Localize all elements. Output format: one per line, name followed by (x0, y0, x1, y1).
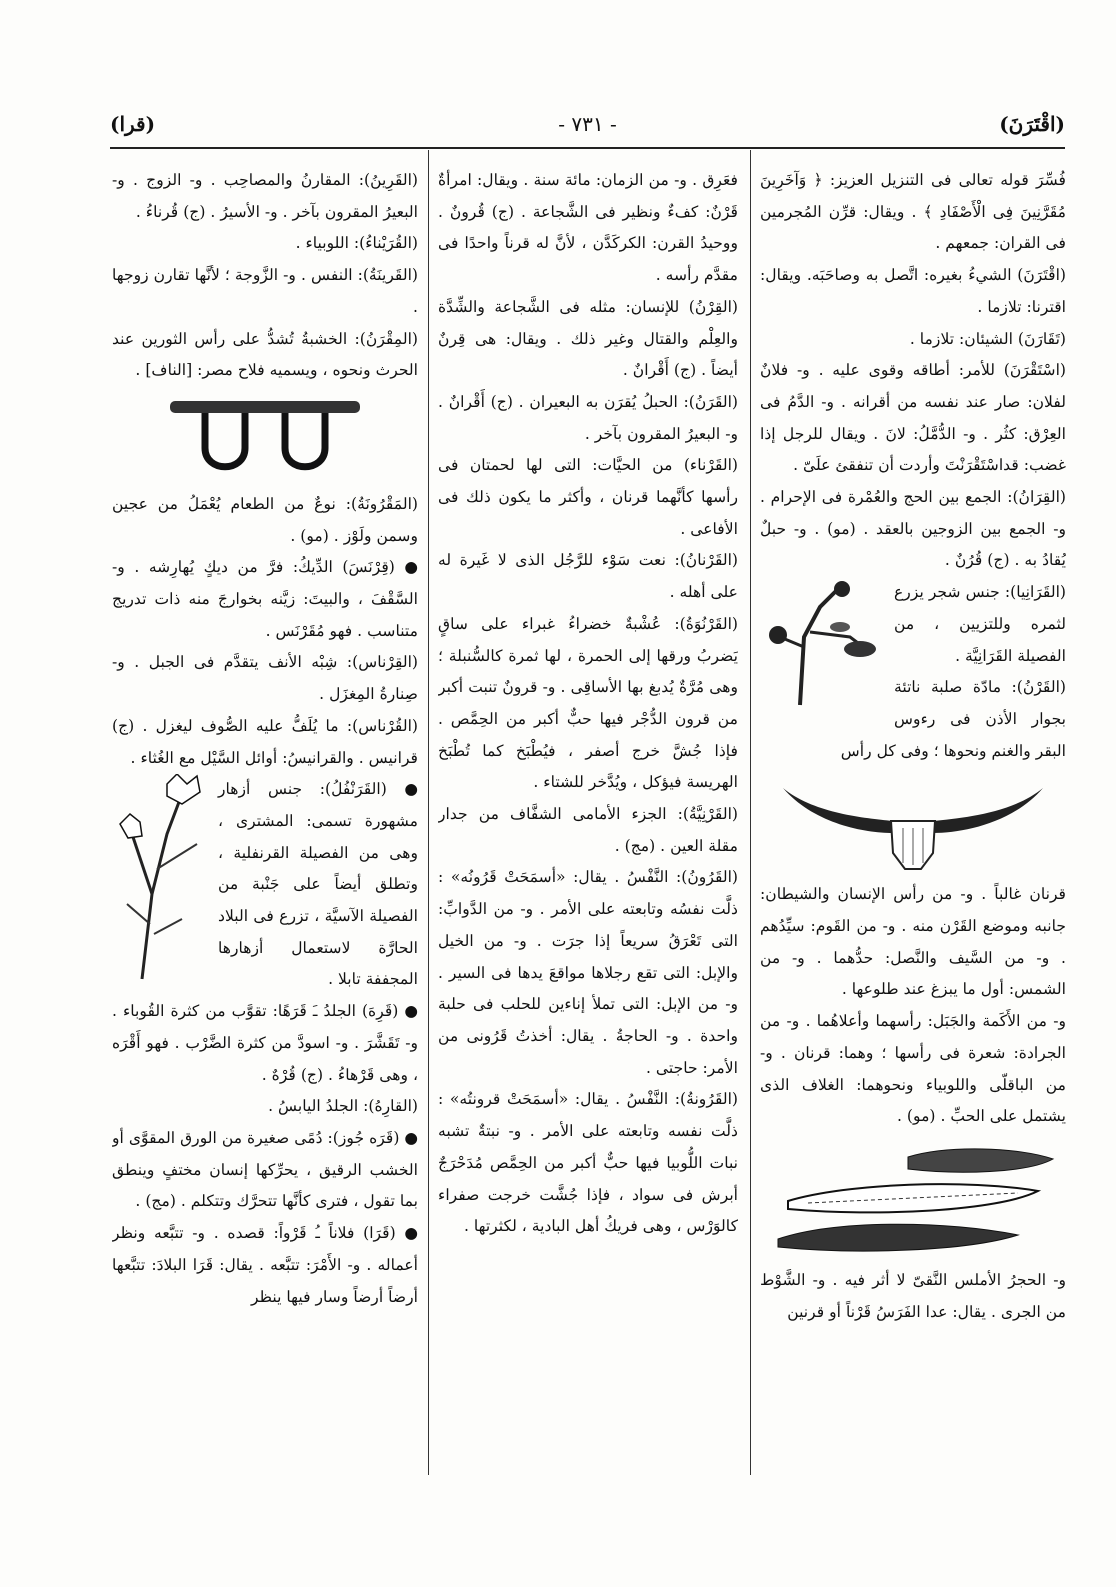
entry: (القِرَانُ): الجمع بين الحج والعُمْرة فى الإحرام . و- الجمع بين الزوجين بالعقد . (مو) . و- حبلٌ يُقادُ به . (ج) قُرُنٌ . (760, 488, 1066, 570)
entry: (القِرْنُ) للإنسان: مثله فى الشَّجاعة والشِّدَّة والعِلْم والقتال وغير ذلك . ويقال: هى قِرنٌ أيضاً . (ج) أَقْرانٌ . (438, 297, 738, 380)
entry: (القَرُونُ): النَّفْسُ . يقال: «أسمَحَتْ قَرُونُه» : ذلَّت نفسُه وتابعته على الأمر . و- من الدَّوابِّ: التى تَعْرَقُ سريعاً إذا جرَت . و- من الخيل والإبل: التى تقع رجلاها مواقعَ يدها فى السير . و- من الإبل: التى تملأ إناءين للحلب فى حلبة واحدة . و- الحاجةُ . يقال: أخذتُ قَرُونى من الأمر: حاجتى . (438, 868, 738, 1077)
entry: (المَقْرُونَةُ): نوعٌ من الطعام يُعْمَلُ من عجين وسمن ولَوْز . (مو) . (112, 494, 418, 545)
entry: (القَرْنُ): مادّة صلبة ناتئة بجوار الأذن فى رءوس البقر والغنم ونحوها ؛ وفى كل رأس (840, 678, 1066, 760)
entry: (المِقْرَنُ): الخشبةُ تُشدُّ على رأس الثورين عند الحرث ونحوه ، ويسميه فلاح مصر: [الناف] . (112, 329, 418, 380)
entry: (اقْتَرَنَ) الشيءُ بغيره: اتَّصل به وصاحَبَه. ويقال: اقترنا: تلازما . (760, 266, 1066, 316)
column-separator-left (428, 150, 429, 1475)
page-number: - ٧٣١ - (558, 112, 617, 136)
entry: ● (قِرْنَسَ) الدِّيكُ: فرَّ من ديكٍ يُهارِشه . و- السَّقْفَ ، والبيتَ: زيَّنه بخوارجَ منه ذات تدريج متناسب . فهو مُقَرْنَس . (112, 558, 418, 640)
column-left (112, 165, 418, 1465)
entry: (القَرُونةُ): النَّفْسُ . يقال: «أسمَحَتْ قرونتُه» : ذلَّت نفسه وتابعته على الأمر . و- نبتةٌ تشبه نبات اللُّوبيا فيها حبٌّ أكبر من الحِمَّص مُدَحْرَجٌ أبرش فى سواد ، فإذا جُشَّت خرجت صفراء كالوَرْس ، وهى فريكُ أهل البادية ، لكثرتها . (438, 1090, 738, 1236)
entry: (اسْتَقْرَنَ) للأمر: أطاقه وقوى عليه . و- فلانٌ لفلان: صار عند نفسه من أقرانه . و- الدَّمُ فى العِرْق: كثُر . و- الدُّمَّلُ: لانَ . ويقال للرجل إذا غضب: قداسْتَقْرَنْتَ وأردت أن تنفقئ علَىّ . (760, 361, 1066, 475)
entry: ● (القَرَنْفُلُ): جنس أزهار مشهورة تسمى: المشترى ، وهى من الفصيلة القرنفلية ، وتطلق أيضاً على جَنْبة من الفصيلة الآسيَّة ، تزرع فى البلاد الحارَّة لاستعمال أزهارها المجففة تابلا . (218, 780, 418, 989)
entry: (القَرَنُ): الحبلُ يُقرَن به البعيران . (ج) أَقْرانٌ . و- البعيرُ المقرون بآخر . (438, 392, 738, 443)
header-keyword-left: (قرا) (110, 112, 156, 136)
entry: فُسِّرَ قوله تعالى فى التنزيل العزيز: ﴿ وَآخَرِينَ مُقَرَّنِينَ فِى الْأَصْفَادِ ﴾ . ويقال: قرِّن المُجرمين فى القران: جمعهم . (760, 171, 1066, 253)
entry: (القَرينَةُ): النفس . و- الزَّوجة ؛ لأنَّها تقارن زوجها . (112, 266, 418, 316)
entry: (تَقَارَنَ) الشيئان: تلازما . (909, 329, 1066, 348)
entry: ● (قَرِهَ) الجلدُ ـَ قَرَهًا: تقوَّب من كثرة القُوباء . و- تَقَشَّرَ . و- اسودَّ من كثرة الضَّرْب . فهو أَقْرَه ، وهى قَرْهاءُ . (ج) قُرْهٌ . (112, 1002, 418, 1084)
entry: (القُرَيْناءُ): اللوبياء . (295, 234, 418, 253)
entry: (القَرْنِيَّةُ): الجزء الأمامى الشفَّاف من جدار مقلة العين . (مج) . (438, 805, 738, 855)
header-keyword-right: (اقْتَرَنَ) (999, 112, 1065, 136)
entry: ● (قَرَه جُوز): دُمًى صغيرة من الورق المقوَّى أو الخشب الرقيق ، يحرِّكها إنسان مختفٍ وينطق بما تقول ، فترى كأنَّها تتحرَّك وتتكلم . (مج) . (112, 1128, 418, 1211)
entry: (القَرْنُوَةُ): عُشْبةٌ خضراءُ غبراء على ساقٍ يَضربُ ورقها إلى الحمرة ، لها ثمرة كالسُّنبلة ؛ وهى مُرَّةٌ يُدبغ بها الأساقِى . و- قرونٌ تنبت أكبر من قرون الدُّجْر فيها حبٌّ أكبر من الحِمَّص . فإذا جُشَّ خرج أصفر ، فيُطْبَخ كما تُطْبَخ الهريسة فيؤكل ، ويُدَّخر للشتاء . (438, 614, 738, 792)
entry: و- من الأَكَمة والجَبَل: رأسهما وأعلاهُما . و- من الجرادة: شعرة فى رأسها ؛ وهما: قرنان . و- من الباقلّى واللوبياء ونحوهما: الغلاف الذى يشتمل على الحبِّ . (مو) . (760, 1012, 1066, 1126)
column-separator-right (750, 150, 751, 1475)
entry: (القِرْناس): شِبْه الأنف يتقدَّم فى الجبل . و- صِنارةُ المِغزَل . (112, 653, 418, 704)
header-rule (110, 147, 1065, 149)
entry: قرنان غالباً . و- من رأس الإنسان والشيطان: جانبه وموضع القَرْن منه . و- من القَوم: سيِّدُهم . و- من السَّيف والنَّصل: حدُّهما . و- من الشمس: أول ما يبزغ عند طلوعها . (760, 885, 1066, 999)
entry: ● (قَرَا) فلاناً ـُ قَرْواً: قصده . و- تتبَّعه ونظر أعماله . و- الأَمْرَ: تتبَّعه . يقال: قَرَا البلادَ: تتبَّعها أرضاً أرضاً وسار فيها ينظر (112, 1224, 418, 1306)
entry: (القَرَانِيا): جنس شجر يزرع لثمره وللتزيين ، من الفصيلة القَرَانِيَّة . (894, 583, 1066, 665)
carnation-illustration (112, 774, 212, 984)
column-middle (438, 165, 738, 1465)
horns-illustration (773, 773, 1053, 873)
entry: (القَرْناء) من الحيَّات: التى لها لحمتان فى رأسها كأنَّهما قرنان ، وأكثر ما يكون ذلك فى الأفاعى . (438, 456, 738, 538)
entry: فعَرِق . و- من الزمان: مائة سنة . ويقال: امرأةٌ قَرْنٌ: كفءٌ ونظير فى الشَّجاعة . (ج) قُرونٌ . ووحيدُ القرن: الكركَدَّن ، لأنَّ له قرناً واحدًا فى مقدَّم رأسه . (438, 171, 738, 285)
branch-illustration (760, 577, 888, 707)
entry: (القارِهُ): الجلدُ اليابسُ . (268, 1097, 418, 1116)
entry: (القَرْنانُ): نعت سَوْء للرَّجُل الذى لا غَيرة له على أهله . (438, 551, 738, 602)
entry: (القَرِينُ): المقارنُ والمصاحِب . و- الزوج . و- البعيرُ المقرون بآخر . و- الأسيرُ . (ج) قُرناءُ . (112, 171, 418, 221)
page-header (110, 112, 1065, 142)
pods-illustration (768, 1139, 1058, 1259)
entry: و- الحجرُ الأملس النَّقىّ لا أثر فيه . و- الشَّوْط من الجرى . يقال: عدا الفَرَسُ قَرْناً أو قرنين (760, 1270, 1066, 1321)
entry: (القُرْناس): ما يُلَفُّ عليه الصُّوف ليغزل . (ج) قرانيس . والقرانيسُ: أوائل السَّيْل مع الغُثاء . (112, 716, 418, 767)
column-right (760, 165, 1066, 1465)
yoke-illustration (165, 393, 365, 483)
